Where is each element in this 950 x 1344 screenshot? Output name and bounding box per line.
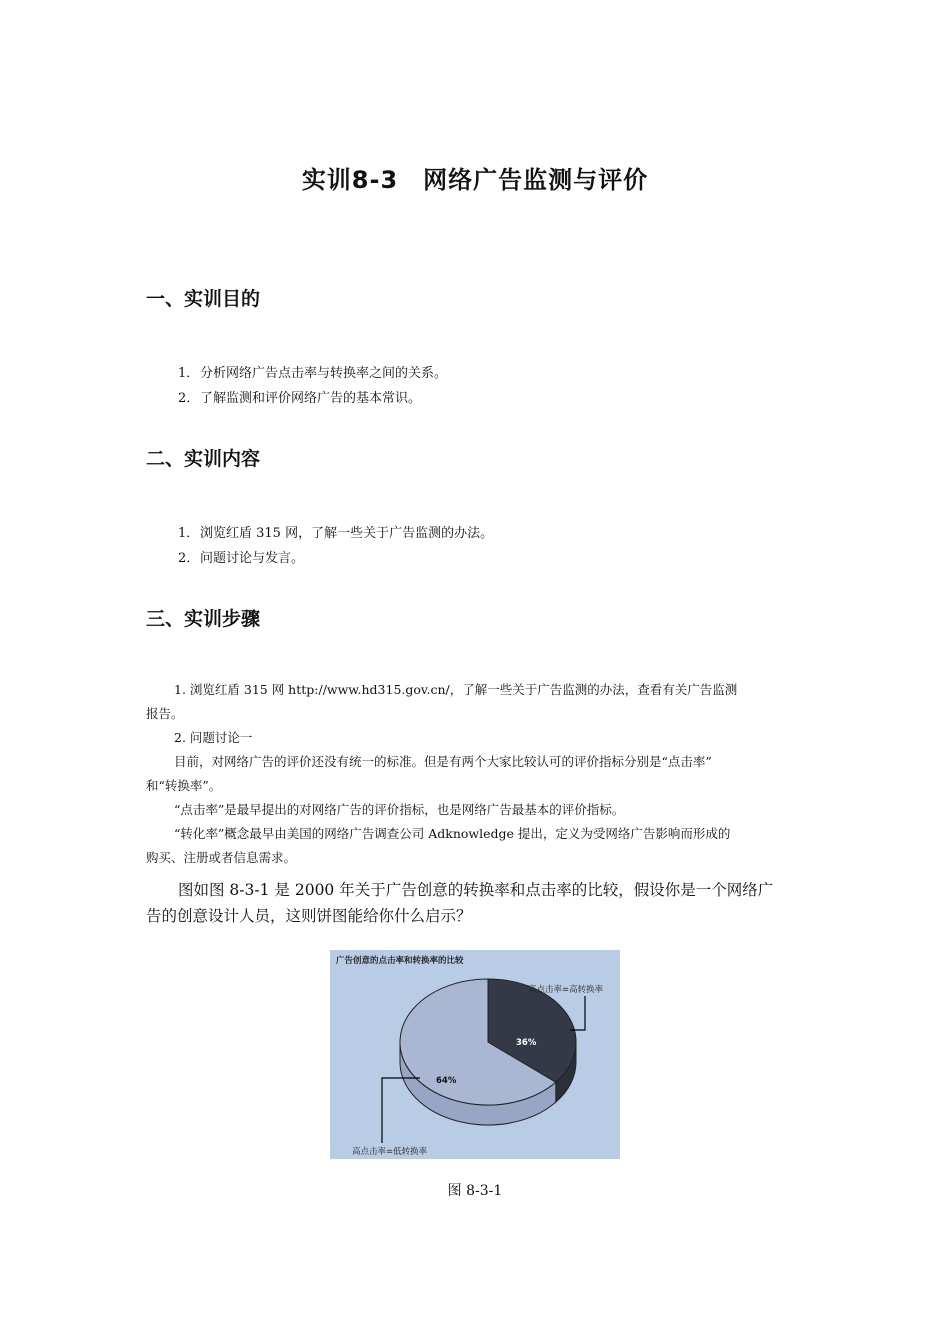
- chart-title: 广告创意的点击率和转换率的比较: [336, 956, 464, 966]
- list-item: 1．分析网络广告点击率与转换率之间的关系。: [178, 366, 448, 381]
- page-title: 实训8-3 网络广告监测与评价: [301, 166, 649, 194]
- list-item: 2．了解监测和评价网络广告的基本常识。: [178, 391, 422, 406]
- question-paragraph: 图如图 8-3-1 是 2000 年关于广告创意的转换率和点击率的比较，假设你是一个网络广 告的创意设计人员，这则饼图能给你什么启示？: [146, 881, 774, 925]
- pie-body: [400, 979, 576, 1125]
- slice-value-low: 64%: [436, 1076, 457, 1086]
- pie-chart: [330, 950, 620, 1159]
- step-paragraph-1: 1. 浏览红盾 315 网 http://www.hd315.gov.cn/，了解一些关于广告监测的办法，查看有关广告监测 报告。 2. 问题讨论一 目前，对网络广告的评价还没有统一的标准。但是有两个大家比较认可的评价指标分别是“点击率” 和“转换率”。 “点击率”是最早提出的对网络广告的评价指标，也是网络广告最基本的评价指标。 “转化率”概念最早由美国的网络广告调查公司 Adknowledge 提出，定义为受网络广告影响而形成的 购买、注册或者信息需求。: [146, 682, 738, 865]
- legend-label-low: 高点击率=低转换率: [352, 1147, 428, 1157]
- pie-chart-figure: [330, 950, 620, 1159]
- section-heading-purpose: 一、实训目的: [146, 288, 261, 310]
- section-heading-content: 二、实训内容: [146, 448, 261, 470]
- list-item: 1．浏览红盾 315 网，了解一些关于广告监测的办法。: [178, 526, 494, 541]
- slice-value-high: 36%: [516, 1038, 537, 1048]
- list-item: 2．问题讨论与发言。: [178, 551, 305, 566]
- legend-label-high: 高点击率=高转换率: [528, 985, 604, 995]
- section-heading-steps: 三、实训步骤: [146, 608, 261, 630]
- figure-caption: 图 8-3-1: [447, 1183, 503, 1199]
